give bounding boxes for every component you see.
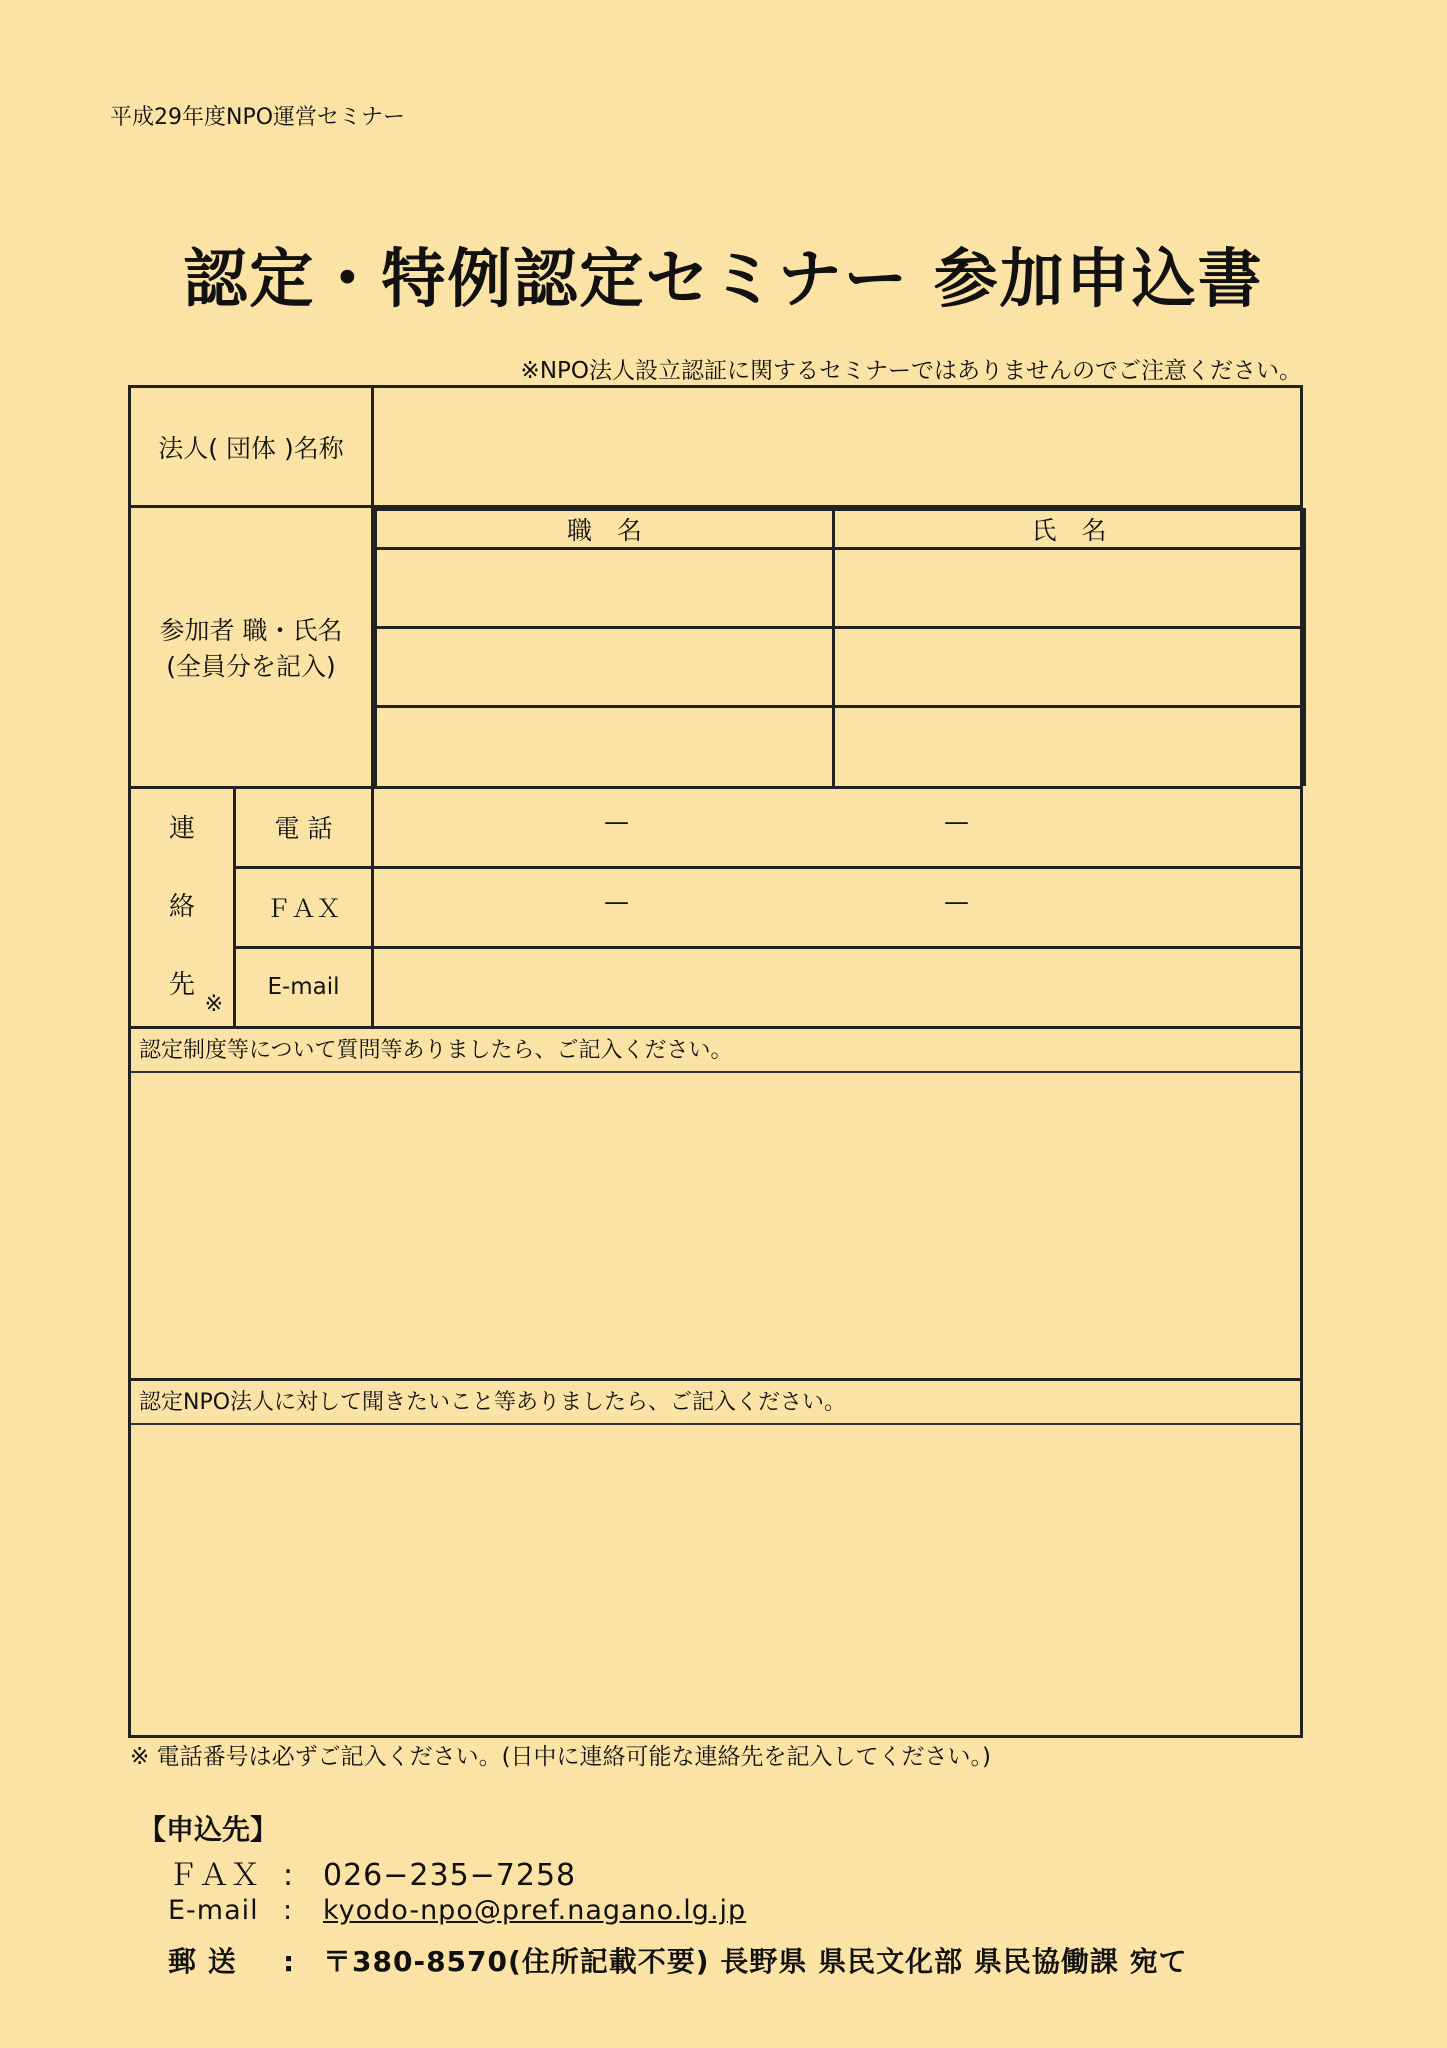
phone-dash-1: — [604,806,629,836]
participant-grid [373,507,1302,788]
contact-label-char2: 絡 [168,892,195,922]
page-title: 認定・特例認定セミナー 参加申込書 [183,243,1264,317]
fax-dash-1: — [604,886,629,916]
email-field[interactable] [373,947,1302,1027]
fax-label: ＦＡＸ [235,867,373,947]
apply-email-row [168,1895,746,1926]
colon: : [283,1895,294,1926]
question-box-1[interactable] [130,1027,1302,1379]
person-name-field[interactable] [834,549,1305,628]
apply-mail-key: 郵 送 [168,1945,237,1978]
top-note: ※NPO法人設立認証に関するセミナーではありませんのでご注意ください。 [520,358,1302,384]
apply-email-key: E-mail [168,1895,259,1926]
participant-label-line2: (全員分を記入) [166,651,336,681]
job-title-field[interactable] [376,707,834,786]
person-name-header: 氏 名 [834,510,1305,549]
contact-label-char1: 連 [168,814,195,844]
apply-mail-value: 〒380-8570(住所記載不要) 長野県 県民文化部 県民協働課 宛て [323,1945,1188,1978]
contact-required-mark: ※ [204,992,223,1017]
seminar-header: 平成29年度NPO運営セミナー [110,105,406,130]
colon: : [283,1858,295,1893]
contact-label-char3-text: 先 [168,970,195,1000]
phone-required-note: ※ 電話番号は必ずご記入ください。(日中に連絡可能な連絡先を記入してください。) [130,1744,992,1770]
fax-dash-2: — [944,886,969,916]
phone-dash-2: — [944,806,969,836]
participant-label-line1: 参加者 職・氏名 [159,615,343,645]
email-label: E-mail [235,947,373,1027]
apply-fax-value: 026−235−7258 [323,1858,577,1893]
apply-heading: 【申込先】 [138,1813,279,1846]
apply-fax-row [168,1850,576,1894]
job-title-field[interactable] [376,628,834,707]
org-name-field[interactable] [373,387,1302,507]
colon: : [283,1945,296,1978]
person-name-field[interactable] [834,628,1305,707]
apply-email-link[interactable]: kyodo-npo@pref.nagano.lg.jp [323,1895,747,1926]
job-title-field[interactable] [376,549,834,628]
fax-field[interactable] [373,867,1302,947]
org-name-label: 法人( 団体 )名称 [130,387,373,507]
application-form [128,385,1303,1738]
phone-field[interactable] [373,787,1302,867]
participant-label [130,507,373,788]
question-box-2[interactable] [130,1379,1302,1736]
contact-label-char3 [131,946,233,1024]
apply-mail-row [168,1940,1188,1980]
question-label-2: 認定NPO法人に対して聞きたいこと等ありましたら、ご記入ください。 [131,1381,1300,1425]
job-title-header: 職 名 [376,510,834,549]
phone-label: 電 話 [235,787,373,867]
question-label-1: 認定制度等について質問等ありましたら、ご記入ください。 [131,1029,1300,1073]
apply-fax-key: ＦＡＸ [168,1858,261,1893]
contact-label [130,787,235,1027]
person-name-field[interactable] [834,707,1305,786]
